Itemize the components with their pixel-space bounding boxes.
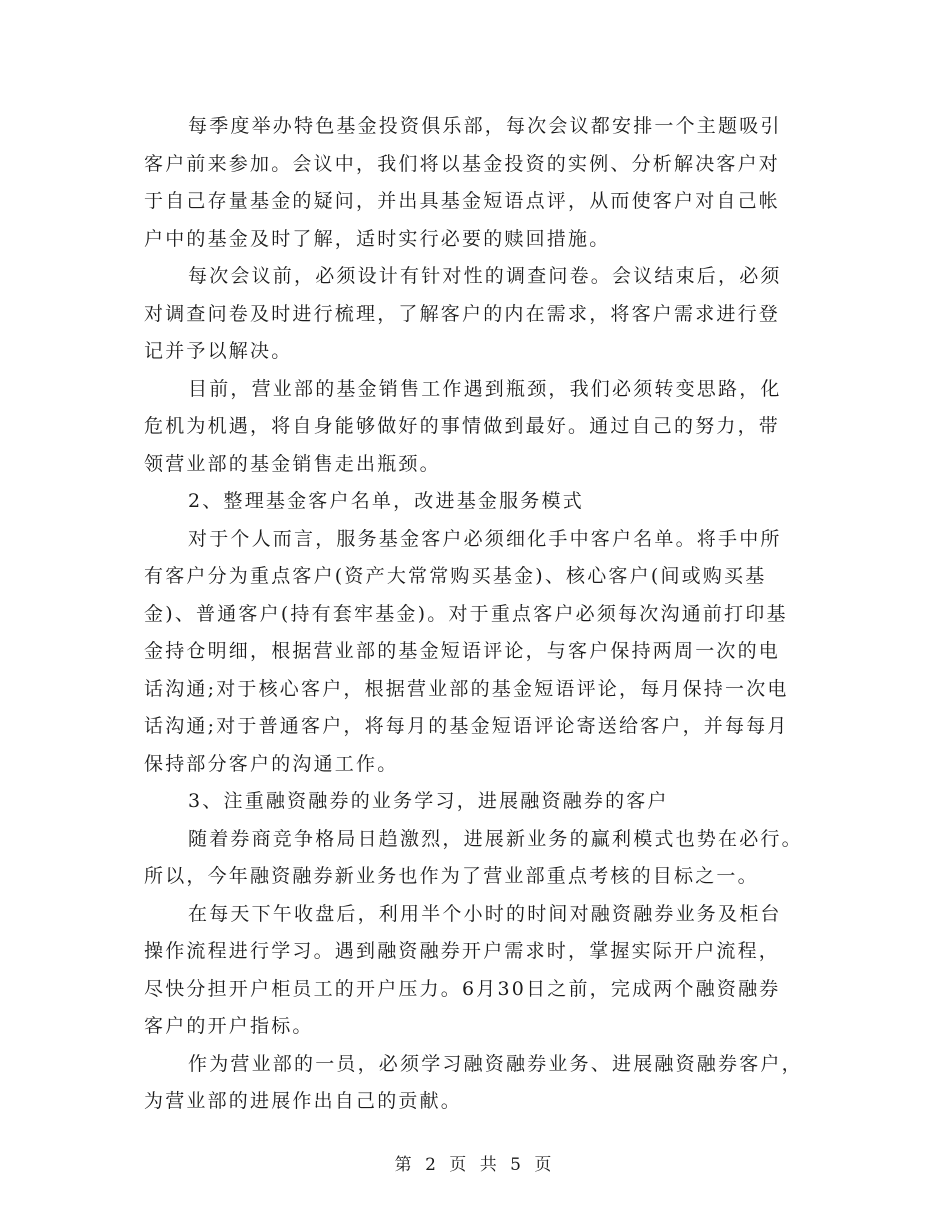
text-line: 作为营业部的一员，必须学习融资融券业务、进展融资融券客户， — [188, 1052, 803, 1075]
text-line: 话沟通;对于普通客户，将每月的基金短语评论寄送给客户，并每每月 — [144, 715, 789, 737]
text-line: 随着券商竞争格局日趋激烈，进展新业务的赢利模式也势在必行。 — [188, 827, 803, 850]
text-line: 户中的基金及时了解，适时实行必要的赎回措施。 — [144, 227, 611, 250]
text-line: 目前，营业部的基金销售工作遇到瓶颈，我们必须转变思路，化 — [188, 377, 782, 400]
text-line: 客户的开户指标。 — [144, 1015, 314, 1037]
text-line: 有客户分为重点客户(资产大常常购买基金)、核心客户(间或购买基 — [144, 565, 767, 587]
text-line: 金持仓明细，根据营业部的基金短语评论，与客户保持两周一次的电 — [144, 640, 781, 662]
text-line: 每次会议前，必须设计有针对性的调查问卷。会议结束后，必须 — [188, 265, 782, 287]
page-number-footer: 第 2 页 共 5 页 — [394, 1155, 556, 1175]
text-line: 操作流程进行学习。遇到融资融券开户需求时，掌握实际开户流程， — [144, 940, 781, 962]
text-line: 对于个人而言，服务基金客户必须细化手中客户名单。将手中所 — [188, 527, 782, 550]
text-line: 话沟通;对于核心客户，根据营业部的基金短语评论，每月保持一次电 — [144, 677, 789, 700]
text-line: 危机为机遇，将自身能够做好的事情做到最好。通过自己的努力，带 — [144, 415, 781, 437]
document-body — [144, 108, 810, 1121]
text-line: 于自己存量基金的疑问，并出具基金短语点评，从而使客户对自己帐 — [144, 190, 781, 212]
text-line: 客户前来参加。会议中，我们将以基金投资的实例、分析解决客户对 — [144, 152, 781, 175]
text-line: 记并予以解决。 — [144, 340, 293, 362]
text-line: 3、注重融资融券的业务学习，进展融资融券的客户 — [188, 790, 669, 812]
text-line: 金)、普通客户(持有套牢基金)。对于重点客户必须每次沟通前打印基 — [144, 602, 788, 625]
text-line: 2、整理基金客户名单，改进基金服务模式 — [188, 490, 584, 512]
text-line: 尽快分担开户柜员工的开户压力。6月30日之前，完成两个融资融券 — [144, 977, 781, 1000]
text-line: 领营业部的基金销售走出瓶颈。 — [144, 452, 441, 475]
text-line: 每季度举办特色基金投资俱乐部，每次会议都安排一个主题吸引 — [188, 115, 782, 137]
text-line: 保持部分客户的沟通工作。 — [144, 752, 399, 775]
text-line: 在每天下午收盘后，利用半个小时的时间对融资融券业务及柜台 — [188, 902, 782, 925]
text-line: 为营业部的进展作出自己的贡献。 — [144, 1090, 463, 1112]
text-line: 对调查问卷及时进行梳理，了解客户的内在需求，将客户需求进行登 — [144, 302, 781, 325]
text-line: 所以，今年融资融券新业务也作为了营业部重点考核的目标之一。 — [144, 865, 759, 887]
